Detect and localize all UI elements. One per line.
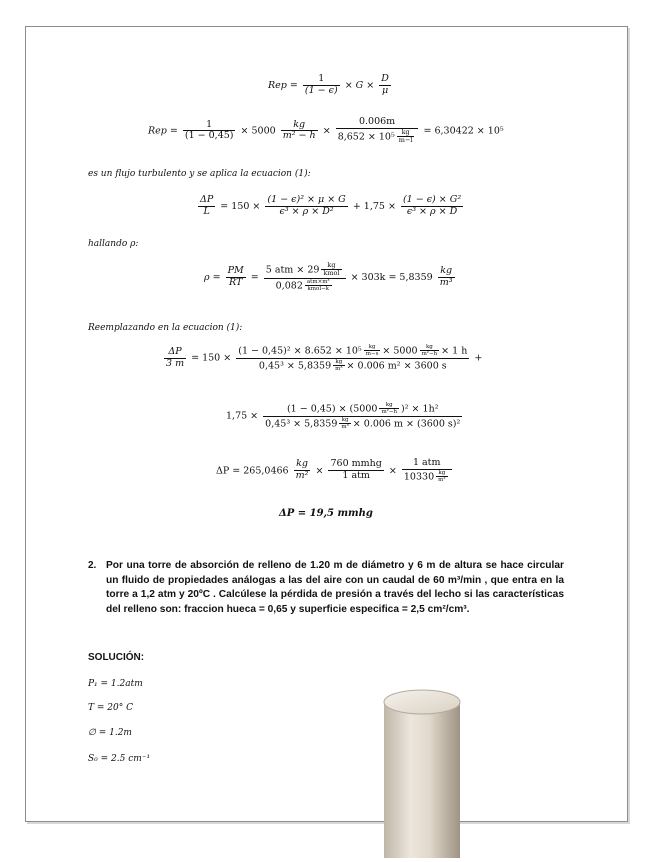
note-replace: Reemplazando en la ecuacion (1): bbox=[88, 323, 243, 333]
note-rho: hallando ρ: bbox=[88, 239, 139, 249]
given-temperature: T = 20° C bbox=[88, 703, 133, 713]
given-specific-surface: S₀ = 2.5 cm⁻¹ bbox=[88, 754, 151, 764]
problem-text: Por una torre de absorción de relleno de 1.20 m de diámetro y 6 m de altura se hace circular un fluido de propiedades análogas a las del aire con un caudal de 60 m³/min , que entra en la torre a 1,2 atm y 20ºC . Calcúlese la pérdida de presión a través del lecho si las características del relleno son: fraccion hueca = 0,65 y superficie especifica = 2,5 cm²/cm³. bbox=[106, 560, 564, 615]
equation-result: ΔP = 19,5 mmhg bbox=[279, 508, 373, 519]
equation-rep-general: Rep = $\frac{1}{(1 - \epsilon)}$ × G × $\frac{D}{\mu}$ bbox=[268, 73, 389, 96]
given-diameter: ∅ = 1.2m bbox=[88, 728, 132, 738]
equation-rho: ρ = $\frac{PM}{RT}$ = 5 atm × 29 $\frac{kg}{\text{kmol}}$ 0,082 $\frac{\text{atm×m³}}{\text{kmol−k}}$ × 303k = 5,8359 $\frac{kg}{\text{m³}}$ bbox=[204, 261, 453, 293]
equation-replace-1: $\frac{\Delta P}{3 m}$ = 150 × (1 − 0,45)² × 8.652 × 10⁵ $\frac{kg}{m-s}$ × 5000 $\frac{kg}{\text{m²−h}}$ × 1 h 0,45³ × 5,8359 $\frac{kg}{\text{m³}}$ × 0.006 m² × 3600 s + bbox=[166, 344, 483, 372]
equation-replace-2: 1,75 × (1 − 0,45) × (5000 $\frac{kg}{\text{m²−h}}$ )² × 1h² 0,45³ × 5,8359 $\frac{kg}{\text{m³}}$ × 0.006 m × (3600 s)² bbox=[226, 402, 461, 430]
given-pressure: P₁ = 1.2atm bbox=[88, 679, 143, 689]
note-turbulent: es un flujo turbulento y se aplica la ecuacion (1): bbox=[88, 169, 311, 179]
equation-dp: ΔP = 265,0466 $\frac{kg}{\text{m²}}$ × $\frac{\text{760 mmhg}}{\text{1 atm}}$ × 1 atm 10330 $\frac{kg}{\text{m²}}$ bbox=[216, 458, 454, 484]
cylinder-body bbox=[384, 702, 460, 858]
cylinder-top bbox=[384, 690, 460, 714]
equation-rep-numeric: Rep = $\frac{1}{(1 - 0,45)}$ × 5000 $\frac{kg}{\text{m² − h}}$ × 0.006m 8,652 × 10⁵ $\frac{kg}{m-l}$ = 6,30422 × 10⁵ bbox=[148, 116, 504, 145]
equation-ergun: $\frac{\Delta P}{L}$ = 150 × $\frac{\text{(1 − ϵ)² × μ × G}}{\text{ϵ³ × ρ × D²}}$ + 1,75 × $\frac{\text{(1 − ϵ) × G²}}{\text{ϵ³ × ρ × D}}$ bbox=[200, 194, 462, 217]
problem-number: 2. bbox=[88, 560, 97, 571]
tower-cylinder-illustration bbox=[382, 688, 462, 858]
solution-label: SOLUCIÓN: bbox=[88, 652, 145, 663]
